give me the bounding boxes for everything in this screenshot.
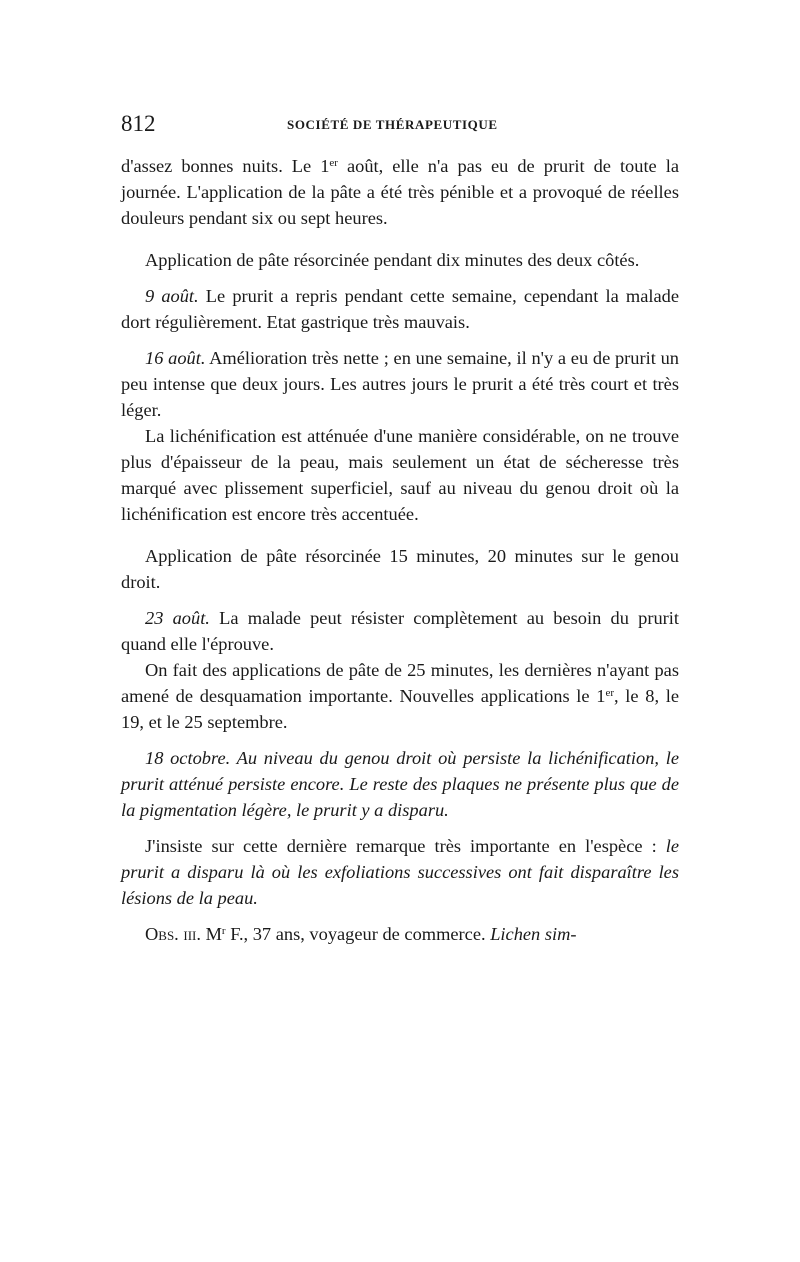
- paragraph-7: 23 août. La malade peut résister complètement au besoin du prurit quand elle l'éprouve.: [121, 608, 679, 654]
- page-body: [121, 153, 679, 947]
- running-head: SOCIÉTÉ DE THÉRAPEUTIQUE: [287, 117, 498, 132]
- page-header: [121, 111, 681, 145]
- paragraph-2: Application de pâte résorcinée pendant dix minutes des deux côtés.: [145, 250, 640, 270]
- paragraph-9: 18 octobre. Au niveau du genou droit où persiste la lichénification, le prurit atténué persiste encore. Le reste des plaques ne présente plus que de la pigmentation légère, le prurit y a disparu.: [121, 748, 679, 820]
- date-16-aout: 16 août.: [145, 348, 206, 368]
- paragraph-11: Obs. iii. $M^r$ F., 37 ans, voyageur de commerce. Lichen sim-: [145, 924, 577, 944]
- paragraph-8: On fait des applications de pâte de 25 minutes, les dernières n'ayant pas amené de desquamation importante. Nouvelles applications le 1er, le 8, le 19, et le 25 septembre.: [121, 660, 680, 732]
- paragraph-1: d'assez bonnes nuits. Le 1er août, elle n'a pas eu de prurit de toute la journée. L'application de la pâte a été très pénible et a provoqué de réelles douleurs pendant six ou sept heures.: [121, 156, 679, 228]
- observation-label: Obs. iii.: [145, 924, 201, 944]
- paragraph-3: 9 août. Le prurit a repris pendant cette semaine, cependant la malade dort régulièrement. Etat gastrique très mauvais.: [121, 286, 680, 332]
- paragraph-10: J'insiste sur cette dernière remarque très importante en l'espèce : le prurit a disparu là où les exfoliations successives ont fait disparaître les lésions de la peau.: [121, 836, 679, 908]
- date-23-aout: 23 août.: [145, 608, 210, 628]
- date-9-aout: 9 août.: [145, 286, 199, 306]
- page-number: 812: [121, 111, 156, 136]
- paragraph-5: La lichénification est atténuée d'une manière considérable, on ne trouve plus d'épaisseur de la peau, mais seulement un état de sécheresse très marqué avec plissement superficiel, sauf au niveau du genou droit où la lichénification est encore très accentuée.: [121, 426, 679, 524]
- paragraph-6: Application de pâte résorcinée 15 minutes, 20 minutes sur le genou droit.: [121, 546, 679, 592]
- paragraph-4: 16 août. Amélioration très nette ; en une semaine, il n'y a eu de prurit un peu intense que deux jours. Les autres jours le prurit a été très court et très léger.: [121, 348, 679, 420]
